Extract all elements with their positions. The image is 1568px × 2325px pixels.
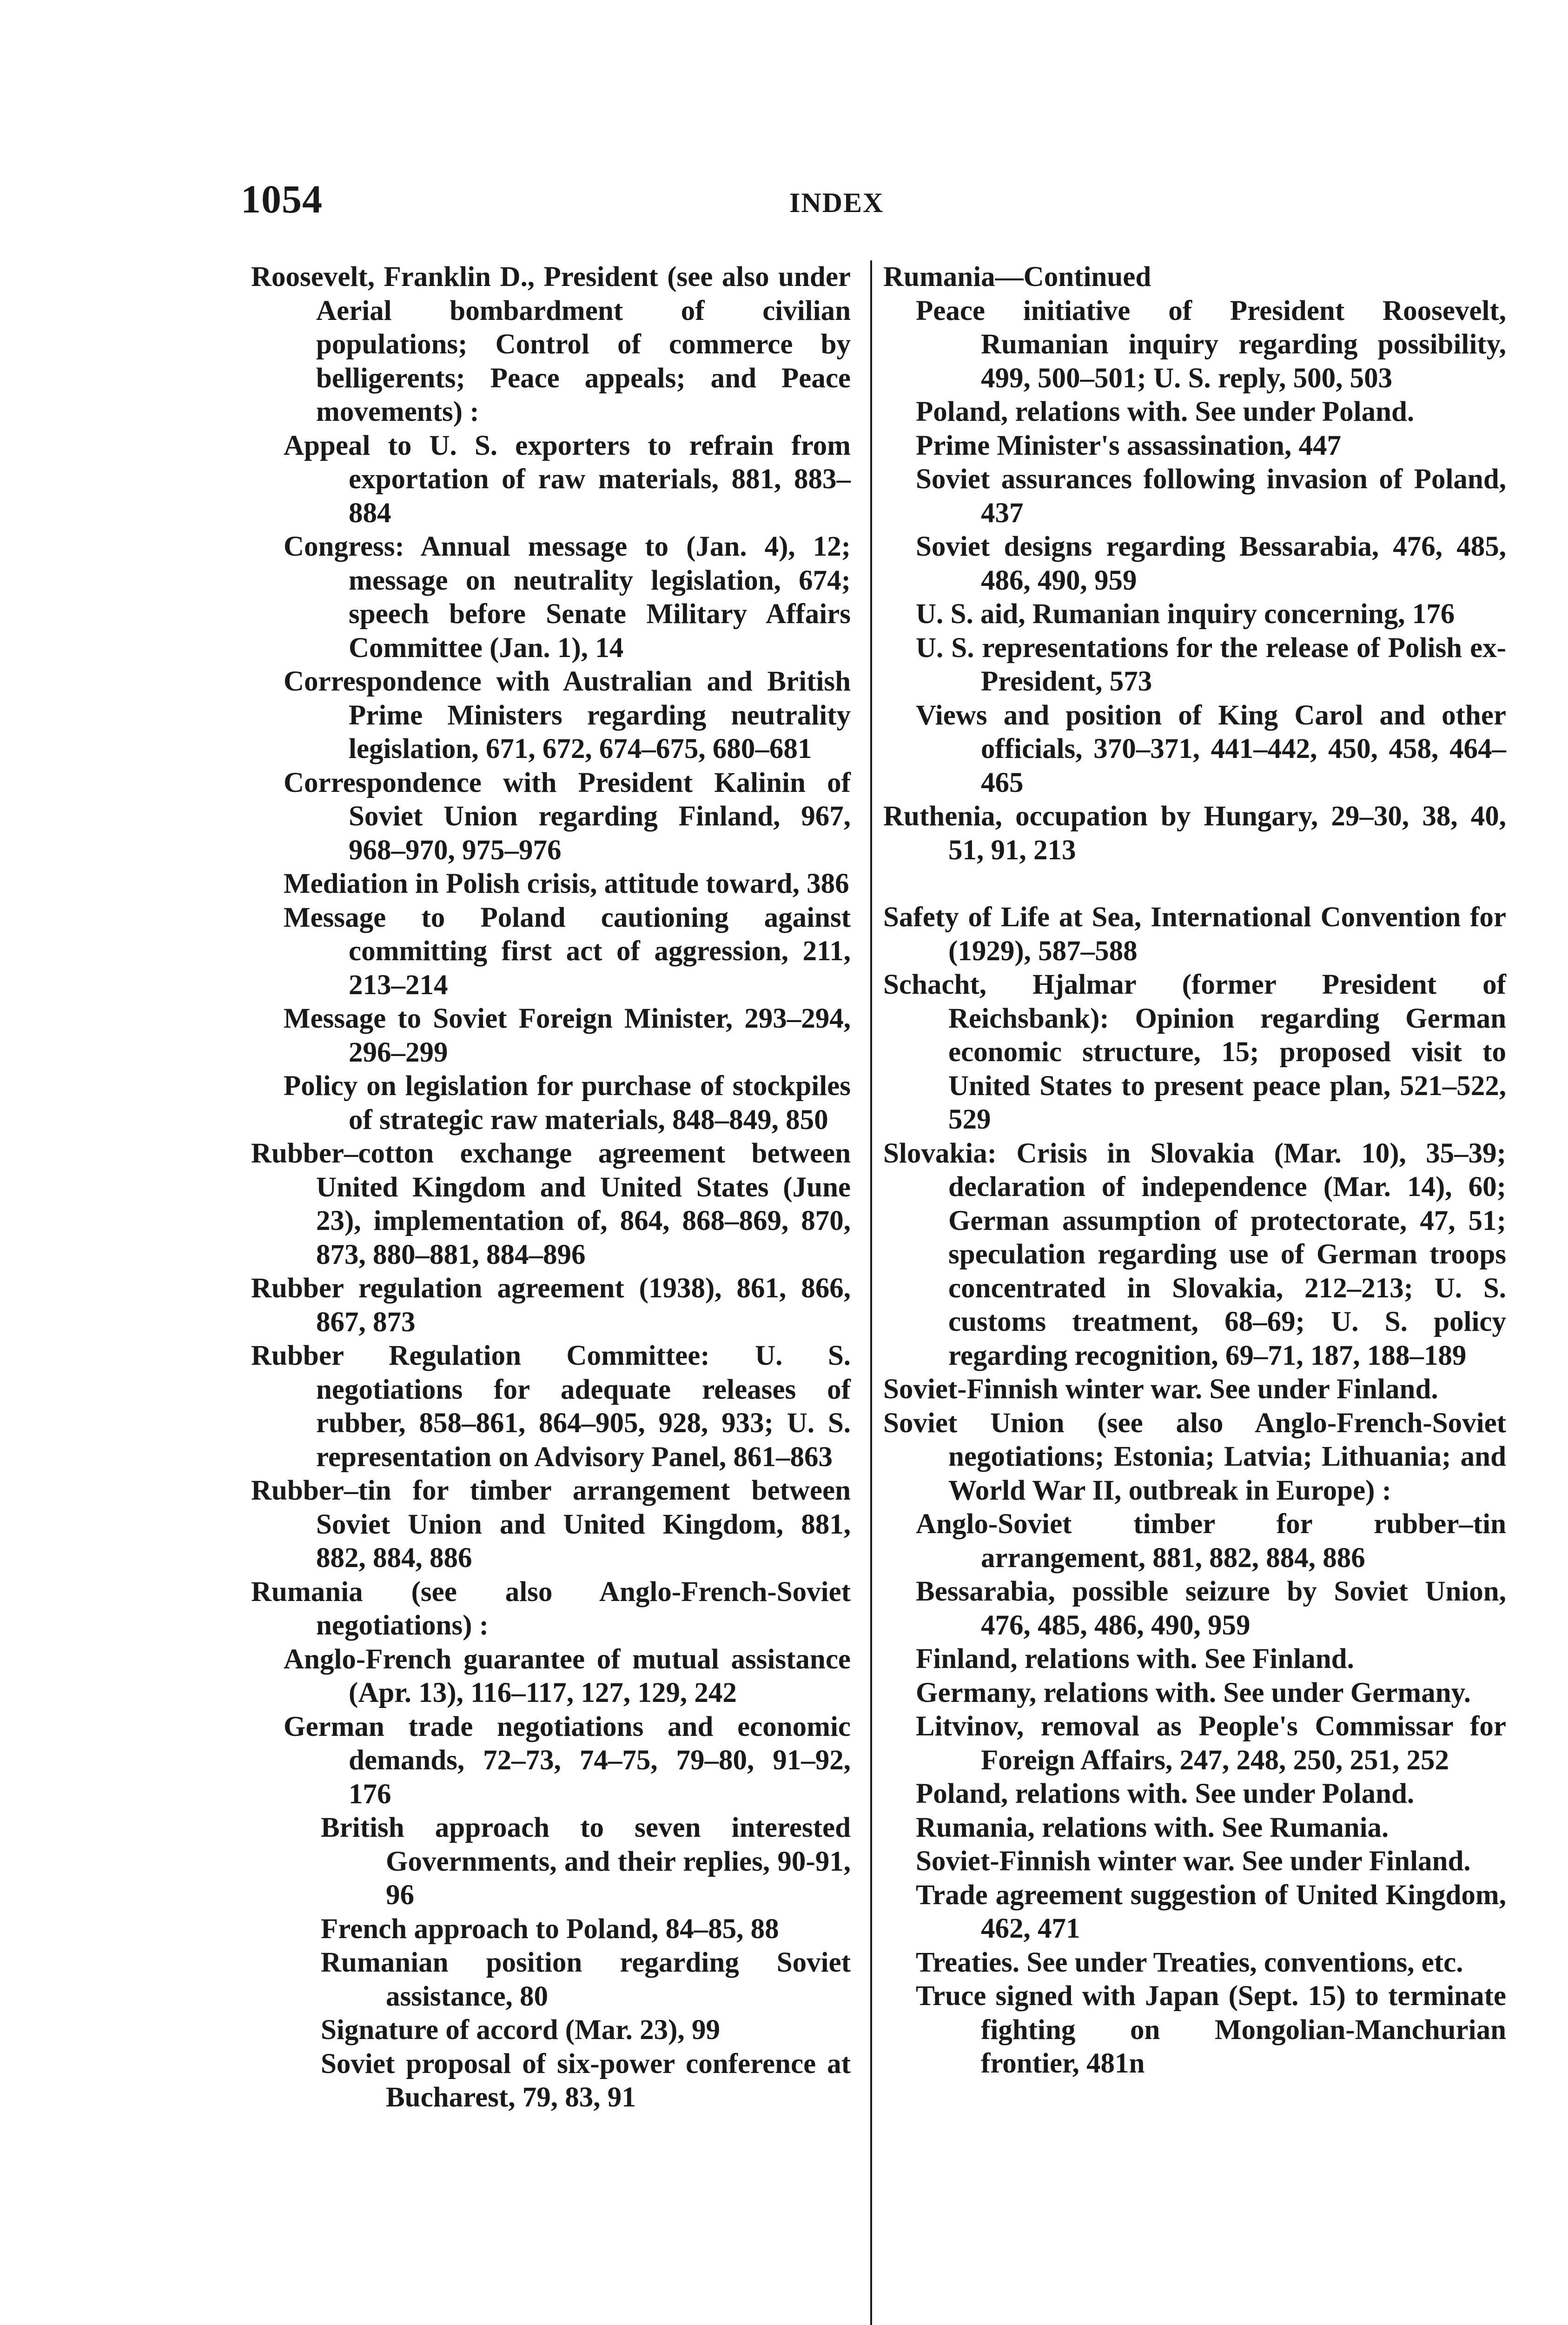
index-subentry: Message to Soviet Foreign Minister, 293–294, 296–299: [284, 1003, 851, 1068]
index-subentry: Policy on legislation for purchase of stockpiles of strategic raw materials, 848–849, 850: [284, 1070, 851, 1136]
page-number: 1054: [241, 177, 323, 221]
index-subentry: Soviet-Finnish winter war. See under Finland.: [916, 1846, 1471, 1877]
index-subentry: Soviet designs regarding Bessarabia, 476, 485, 486, 490, 959: [916, 531, 1506, 596]
index-entry: Schacht, Hjalmar (former President of Reichsbank): Opinion regarding German economic structure, 15; proposed visit to United States to present peace plan, 521–522, 529: [883, 969, 1506, 1135]
index-subentry: U. S. representations for the release of Polish ex-President, 573: [916, 632, 1506, 697]
index-subentry: Signature of accord (Mar. 23), 99: [321, 2014, 720, 2046]
index-subentry: Rumania, relations with. See Rumania.: [916, 1812, 1389, 1843]
index-entry: Ruthenia, occupation by Hungary, 29–30, 38, 40, 51, 91, 213: [883, 801, 1506, 866]
running-head: INDEX: [789, 187, 884, 218]
index-subentry: U. S. aid, Rumanian inquiry concerning, 176: [916, 598, 1455, 630]
index-entry: Rubber Regulation Committee: U. S. negotiations for adequate releases of rubber, 858–861, 864–905, 928, 933; U. S. representation on Advisory Panel, 861–863: [251, 1340, 851, 1473]
index-subentry: Appeal to U. S. exporters to refrain from exportation of raw materials, 881, 883–884: [284, 430, 851, 529]
index-subentry: Soviet proposal of six-power conference at Bucharest, 79, 83, 91: [321, 2048, 851, 2113]
index-subentry: Treaties. See under Treaties, conventions, etc.: [916, 1946, 1463, 1978]
index-subentry: Finland, relations with. See Finland.: [916, 1643, 1354, 1674]
index-subentry: German trade negotiations and economic demands, 72–73, 74–75, 79–80, 91–92, 176: [284, 1711, 851, 1810]
page-header: [241, 176, 1394, 227]
index-subentry: Correspondence with Australian and British Prime Ministers regarding neutrality legislation, 671, 672, 674–675, 680–681: [284, 666, 851, 764]
index-entry: Rubber–cotton exchange agreement between United Kingdom and United States (June 23), implementation of, 864, 868–869, 870, 873, 880–881, 884–896: [251, 1138, 851, 1270]
index-subentry: Poland, relations with. See under Poland.: [916, 1778, 1415, 1809]
index-entry: Rubber–tin for timber arrangement between Soviet Union and United Kingdom, 881, 882, 884, 886: [251, 1475, 851, 1574]
index-subentry: Poland, relations with. See under Poland.: [916, 396, 1415, 427]
index-entry: Soviet-Finnish winter war. See under Finland.: [883, 1374, 1438, 1405]
index-subentry: Congress: Annual message to (Jan. 4), 12; message on neutrality legislation, 674; speech before Senate Military Affairs Committee (Jan. 1), 14: [284, 531, 851, 664]
index-subentry: Trade agreement suggestion of United Kingdom, 462, 471: [916, 1879, 1506, 1944]
index-subentry: British approach to seven interested Governments, and their replies, 90-91, 96: [321, 1812, 851, 1911]
index-subentry: Anglo-French guarantee of mutual assistance (Apr. 13), 116–117, 127, 129, 242: [284, 1643, 851, 1708]
index-subentry: Germany, relations with. See under Germany.: [916, 1677, 1471, 1708]
index-subentry: Bessarabia, possible seizure by Soviet Union, 476, 485, 486, 490, 959: [916, 1576, 1506, 1641]
index-subentry: Mediation in Polish crisis, attitude toward, 386: [284, 868, 849, 899]
index-column-right: [883, 260, 1506, 2081]
index-entry: Rubber regulation agreement (1938), 861, 866, 867, 873: [251, 1273, 851, 1338]
index-subentry: Peace initiative of President Roosevelt, Rumanian inquiry regarding possibility, 499, 500–501; U. S. reply, 500, 503: [916, 295, 1506, 394]
index-subentry: Anglo-Soviet timber for rubber–tin arrangement, 881, 882, 884, 886: [916, 1508, 1506, 1574]
index-entry: Slovakia: Crisis in Slovakia (Mar. 10), 35–39; declaration of independence (Mar. 14), 60; German assumption of protectorate, 47, 51; speculation regarding use of German troops concentrated in Slovakia, 212–213; U. S. customs treatment, 68–69; U. S. policy regarding recognition, 69–71, 187, 188–189: [883, 1137, 1506, 1371]
index-entry: Safety of Life at Sea, International Convention for (1929), 587–588: [883, 902, 1506, 967]
index-column-left: [251, 260, 851, 2115]
index-entry: Rumania—Continued: [883, 261, 1151, 292]
column-divider: [870, 260, 872, 2325]
index-section-gap: [883, 867, 1506, 901]
index-entry: Rumania (see also Anglo-French-Soviet negotiations) :: [251, 1576, 851, 1641]
index-subentry: Prime Minister's assassination, 447: [916, 430, 1341, 461]
index-entry: Roosevelt, Franklin D., President (see also under Aerial bombardment of civilian populations; Control of commerce by belligerents; Peace appeals; and Peace movements) :: [251, 261, 851, 427]
index-subentry: Message to Poland cautioning against committing first act of aggression, 211, 213–214: [284, 902, 851, 1001]
index-subentry: Views and position of King Carol and other officials, 370–371, 441–442, 450, 458, 464–465: [916, 699, 1506, 798]
index-entry: Soviet Union (see also Anglo-French-Soviet negotiations; Estonia; Latvia; Lithuania; and World War II, outbreak in Europe) :: [883, 1407, 1506, 1506]
index-subentry: Rumanian position regarding Soviet assistance, 80: [321, 1947, 851, 2012]
index-subentry: Correspondence with President Kalinin of Soviet Union regarding Finland, 967, 968–970, 975–976: [284, 767, 851, 866]
index-subentry: Soviet assurances following invasion of Poland, 437: [916, 464, 1506, 529]
index-subentry: French approach to Poland, 84–85, 88: [321, 1913, 779, 1945]
index-subentry: Litvinov, removal as People's Commissar for Foreign Affairs, 247, 248, 250, 251, 252: [916, 1711, 1506, 1776]
index-subentry: Truce signed with Japan (Sept. 15) to terminate fighting on Mongolian-Manchurian frontier, 481n: [916, 1980, 1506, 2079]
